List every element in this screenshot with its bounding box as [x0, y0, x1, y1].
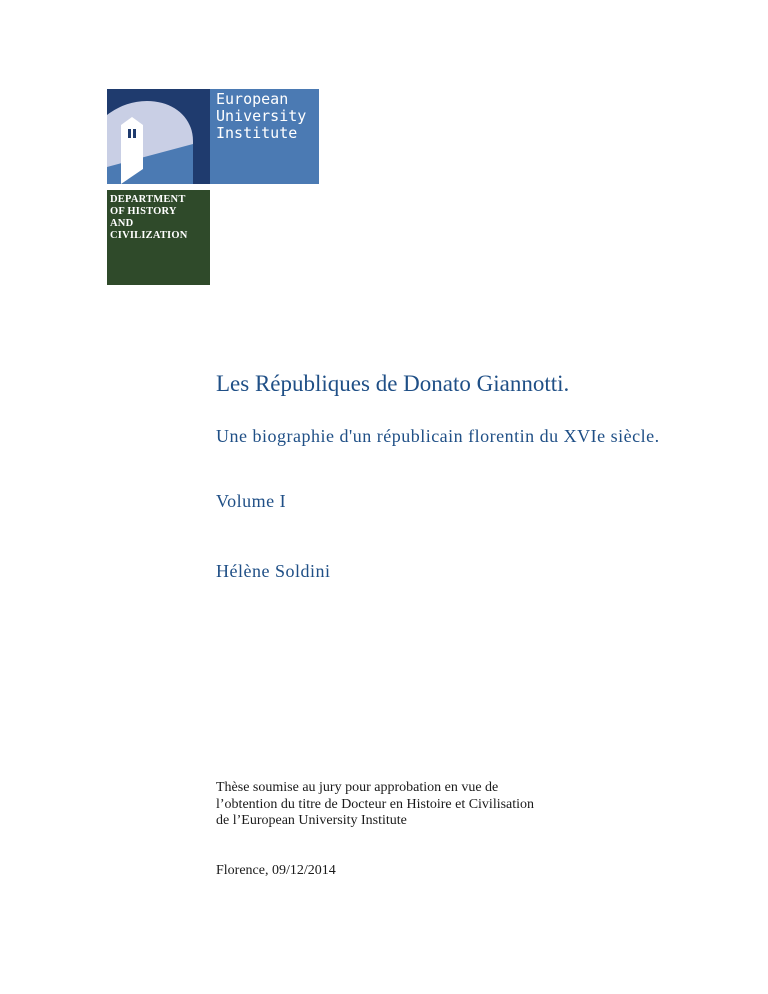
author-name: Hélène Soldini [216, 561, 331, 581]
logo-header [107, 89, 319, 184]
thesis-title: Les Républiques de Donato Giannotti. [216, 371, 570, 396]
thesis-subtitle: Une biographie d'un républicain florentin du XVIe siècle. [216, 426, 660, 446]
institution-name: European University Institute [216, 90, 307, 142]
department-name: DEPARTMENT OF HISTORY AND CIVILIZATION [110, 194, 188, 241]
eui-emblem-icon [107, 89, 210, 184]
thesis-statement [216, 780, 636, 830]
thesis-statement-line: Thèse soumise au jury pour approbation en vue de [216, 780, 499, 795]
thesis-statement-line: l’obtention du titre de Docteur en Histoire et Civilisation [216, 796, 535, 812]
department-box [107, 190, 210, 285]
institution-name-box [210, 89, 319, 184]
place-and-date: Florence, 09/12/2014 [216, 863, 336, 878]
thesis-statement-line: de l’European University Institute [216, 813, 407, 828]
volume-label: Volume I [216, 491, 287, 511]
